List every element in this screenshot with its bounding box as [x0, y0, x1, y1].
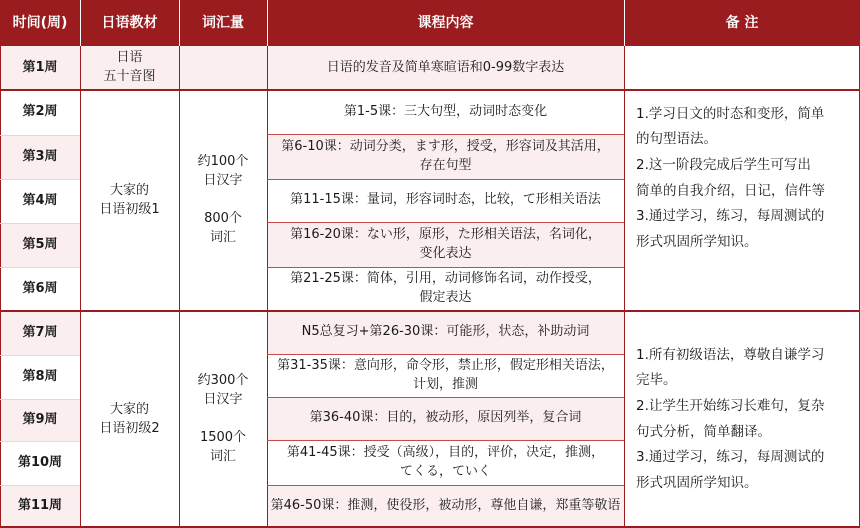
row-line — [0, 355, 80, 356]
textbook-cell: 大家的 日语初级2 — [80, 311, 179, 528]
row-line — [267, 267, 624, 268]
week-cell: 第4周 — [0, 179, 80, 223]
content-cell: 第16-20课：ない形，原形，た形相关语法，名词化， 变化表达 — [267, 222, 624, 267]
content-cell: 第46-50课：推测，使役形，被动形，尊他自谦，郑重等敬语 — [267, 485, 624, 528]
row-line — [267, 134, 624, 135]
grid-line — [0, 46, 1, 528]
row-line — [0, 485, 80, 486]
week-cell: 第7周 — [0, 311, 80, 355]
header-vocab: 词汇量 — [179, 0, 267, 46]
week-cell: 第9周 — [0, 399, 80, 441]
week-cell: 第2周 — [0, 90, 80, 135]
section-line — [0, 310, 860, 312]
content-cell: 第31-35课：意向形，命令形，禁止形，假定形相关语法， 计划，推测 — [267, 354, 624, 397]
vocab-cell: 约300个 日汉字 1500个 词汇 — [179, 311, 267, 528]
vocab-cell-empty — [179, 46, 267, 90]
grid-line — [80, 46, 81, 528]
content-cell: N5总复习+第26-30课：可能形，状态，补助动词 — [267, 311, 624, 354]
section-line — [0, 89, 860, 91]
vocab-cell: 约100个 日汉字 800个 词汇 — [179, 90, 267, 311]
header-divider — [179, 0, 180, 46]
row-line — [0, 179, 80, 180]
content-cell: 第41-45课：授受（高级），目的，评价，决定，推测， てくる，ていく — [267, 440, 624, 485]
row-line — [267, 354, 624, 355]
header-content: 课程内容 — [267, 0, 624, 46]
row-line — [267, 222, 624, 223]
week-cell: 第1周 — [0, 46, 80, 90]
header-divider — [624, 0, 625, 46]
week-cell: 第3周 — [0, 135, 80, 179]
remarks-cell: 1.学习日文的时态和变形，简单 的句型语法。 2.这一阶段完成后学生可写出 简单的自我介绍，日记，信件等 3.通过学习，练习，每周测试的 形式巩固所学知识。 — [624, 46, 860, 311]
week-cell: 第11周 — [0, 485, 80, 528]
grid-line — [267, 46, 268, 528]
week-cell: 第5周 — [0, 223, 80, 267]
content-cell: 第21-25课：简体，引用，动词修饰名词，动作授受， 假定表达 — [267, 267, 624, 311]
week-cell: 第8周 — [0, 355, 80, 399]
week-cell: 第6周 — [0, 267, 80, 311]
content-cell: 日语的发音及简单寒暄语和0-99数字表达 — [267, 46, 624, 90]
row-line — [0, 223, 80, 224]
row-line — [267, 397, 624, 398]
content-cell: 第11-15课：量词，形容词时态，比较，て形相关语法 — [267, 179, 624, 222]
header-remarks: 备 注 — [624, 0, 860, 46]
content-cell: 第36-40课：目的，被动形，原因列举，复合词 — [267, 397, 624, 440]
header-divider — [267, 0, 268, 46]
row-line — [0, 135, 80, 136]
row-line — [0, 441, 80, 442]
textbook-cell: 大家的 日语初级1 — [80, 90, 179, 311]
row-line — [0, 267, 80, 268]
content-cell: 第6-10课：动词分类，ます形，授受，形容词及其活用， 存在句型 — [267, 134, 624, 179]
header-week: 时间(周) — [0, 0, 80, 46]
textbook-cell: 日语 五十音图 — [80, 46, 179, 90]
row-line — [267, 485, 624, 486]
header-textbook: 日语教材 — [80, 0, 179, 46]
row-line — [0, 399, 80, 400]
grid-line — [624, 46, 625, 528]
row-line — [267, 440, 624, 441]
week-cell: 第10周 — [0, 441, 80, 485]
remarks-cell: 1.所有初级语法，尊敬自谦学习 完毕。 2.让学生开始练习长难句，复杂 句式分析，简单翻译。 3.通过学习，练习，每周测试的 形式巩固所学知识。 — [624, 311, 860, 528]
header-divider — [80, 0, 81, 46]
grid-line — [179, 46, 180, 528]
content-cell: 第1-5课：三大句型，动词时态变化 — [267, 90, 624, 134]
row-line — [267, 179, 624, 180]
